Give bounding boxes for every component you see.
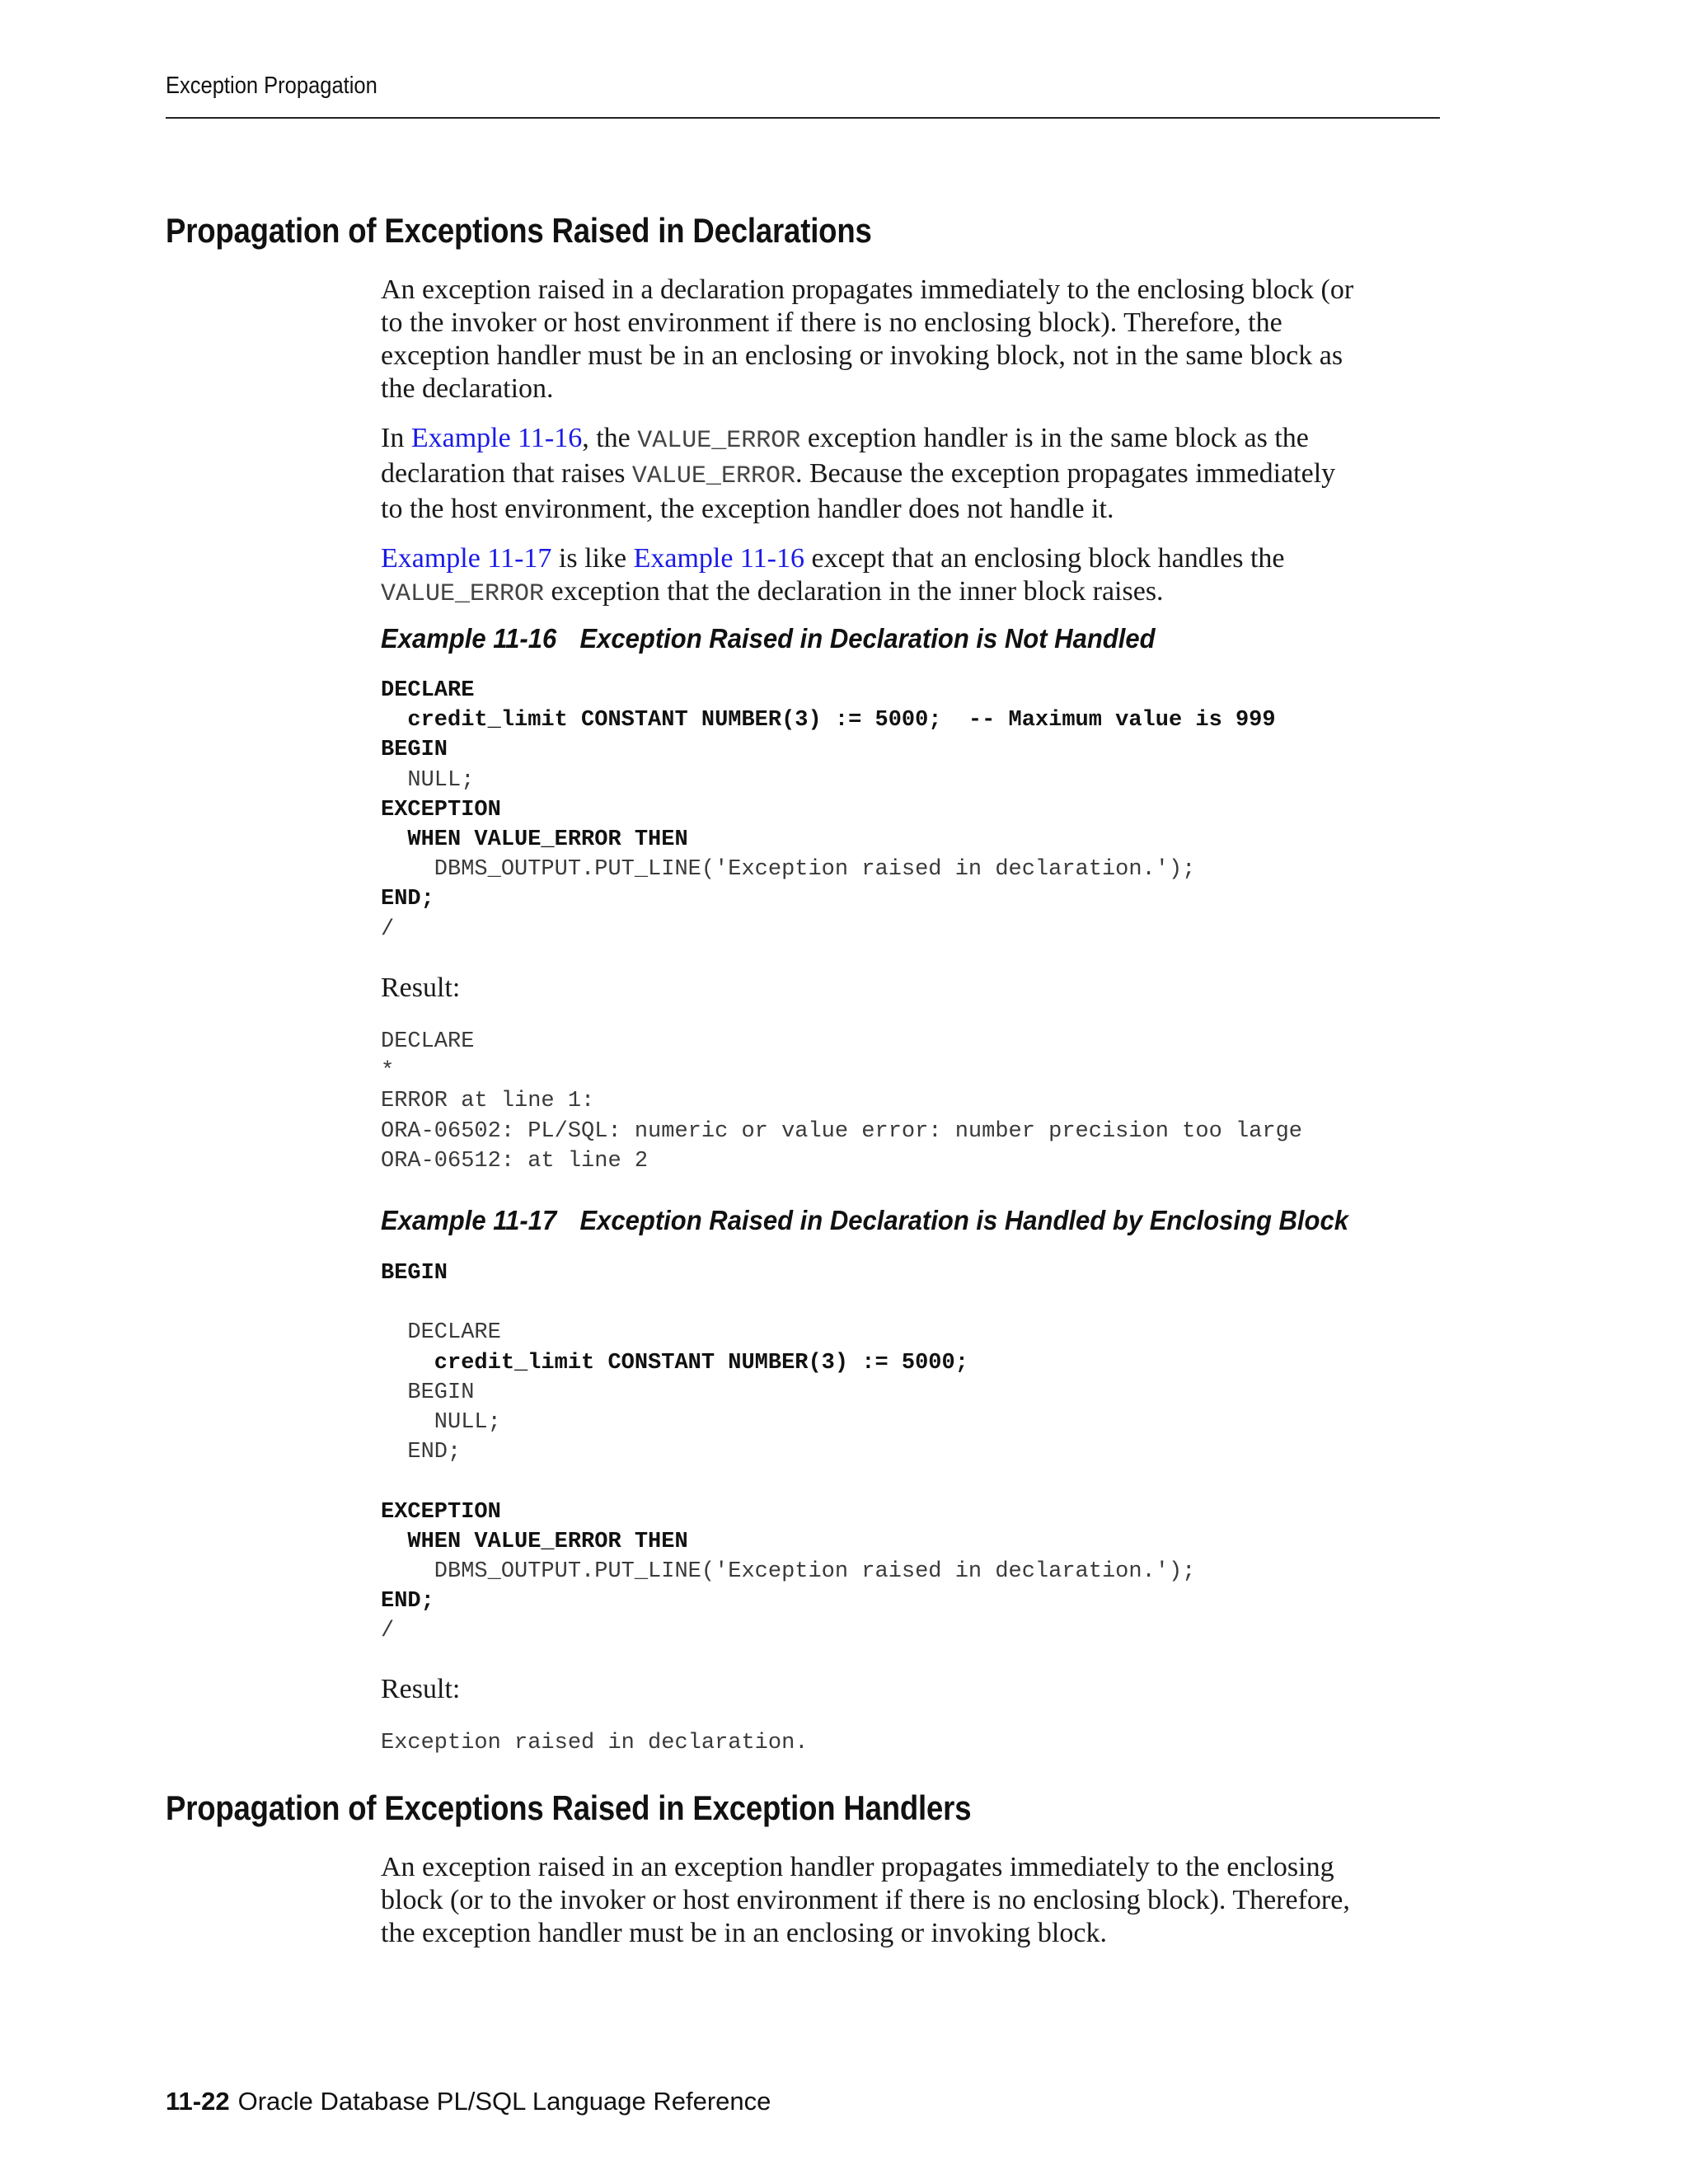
link-example-11-17[interactable]: Example 11-17 [381, 543, 552, 574]
output-line: DECLARE [381, 1029, 475, 1054]
code-line: END; [381, 887, 434, 912]
link-example-11-16[interactable]: Example 11-16 [633, 543, 804, 574]
text-line: An exception raised in a declaration propagates immediately to the enclosing block (or [381, 274, 1354, 305]
text: is like [551, 543, 634, 574]
text: declaration that raises [381, 458, 632, 489]
code-line: EXCEPTION [381, 1499, 501, 1525]
paragraph-declaration-propagation [381, 274, 1444, 405]
code-block-example-16 [381, 676, 1276, 944]
section-heading-declarations: Propagation of Exceptions Raised in Declarations [166, 211, 872, 250]
text-line: to the invoker or host environment if there is no enclosing block). Therefore, the [381, 307, 1282, 338]
code-line: DECLARE [381, 678, 475, 703]
paragraph-example-17-intro [381, 542, 1444, 611]
output-line: ORA-06502: PL/SQL: numeric or value error: number precision too large [381, 1118, 1302, 1144]
code-line: NULL; [381, 767, 475, 793]
text: exception that the declaration in the inner block raises. [544, 576, 1164, 607]
section-heading-exception-handlers: Propagation of Exceptions Raised in Exception Handlers [166, 1788, 972, 1827]
page-number: 11-22 [166, 2087, 230, 2116]
code-line: EXCEPTION [381, 797, 501, 823]
text-line: to the host environment, the exception handler does not handle it. [381, 494, 1114, 524]
result-label: Result: [381, 1674, 461, 1704]
result-output-example-16 [381, 1027, 1302, 1176]
header-rule [166, 117, 1440, 119]
text: In [381, 423, 411, 453]
code-line: DECLARE [381, 1320, 501, 1346]
code-line: DBMS_OUTPUT.PUT_LINE('Exception raised in declaration.'); [381, 1559, 1196, 1585]
code-block-example-17 [381, 1258, 1195, 1647]
example-number: Example 11-16 [381, 623, 557, 654]
output-line: * [381, 1059, 395, 1085]
text-line: the exception handler must be in an enclosing or invoking block. [381, 1918, 1107, 1948]
inline-code: VALUE_ERROR [631, 462, 795, 490]
result-output-example-17 [381, 1728, 808, 1758]
text-line: exception handler must be in an enclosing or invoking block, not in the same block as [381, 340, 1343, 371]
code-line: DBMS_OUTPUT.PUT_LINE('Exception raised in declaration.'); [381, 857, 1196, 883]
text-line: block (or to the invoker or host environment if there is no enclosing block). Therefore, [381, 1885, 1350, 1915]
example-17-title [381, 1205, 1348, 1236]
code-line: credit_limit CONSTANT NUMBER(3) := 5000; -- Maximum value is 999 [381, 708, 1276, 733]
text: , the [582, 423, 638, 453]
text-line: An exception raised in an exception handler propagates immediately to the enclosing [381, 1852, 1334, 1882]
text: . Because the exception propagates immediately [795, 458, 1336, 489]
code-line: BEGIN [381, 1261, 448, 1286]
text: exception handler is in the same block as the [800, 423, 1309, 453]
code-line: WHEN VALUE_ERROR THEN [381, 1529, 688, 1554]
output-line: ORA-06512: at line 2 [381, 1148, 649, 1174]
code-line: / [381, 1619, 395, 1644]
section1-body [381, 274, 1444, 611]
code-line: WHEN VALUE_ERROR THEN [381, 827, 688, 853]
output-line: Exception raised in declaration. [381, 1731, 809, 1755]
example-number: Example 11-17 [381, 1205, 557, 1235]
code-line: / [381, 916, 395, 942]
inline-code: VALUE_ERROR [381, 580, 545, 608]
code-line: BEGIN [381, 738, 448, 763]
output-line: ERROR at line 1: [381, 1089, 595, 1114]
code-line: END; [381, 1589, 434, 1615]
code-line: NULL; [381, 1410, 501, 1436]
book-title: Oracle Database PL/SQL Language Reference [237, 2087, 771, 2116]
inline-code: VALUE_ERROR [637, 427, 801, 455]
code-line: credit_limit CONSTANT NUMBER(3) := 5000; [381, 1350, 968, 1376]
page-footer [166, 2087, 771, 2116]
text-line: the declaration. [381, 373, 554, 404]
section2-body [381, 1851, 1444, 1950]
text: except that an enclosing block handles the [804, 543, 1285, 574]
example-caption: Exception Raised in Declaration is Handled by Enclosing Block [579, 1205, 1349, 1235]
result-label: Result: [381, 972, 461, 1003]
paragraph-handler-propagation [381, 1851, 1444, 1950]
link-example-11-16[interactable]: Example 11-16 [410, 423, 583, 453]
example-caption: Exception Raised in Declaration is Not Handled [579, 623, 1156, 654]
running-header: Exception Propagation [166, 73, 377, 99]
example-16-title [381, 623, 1156, 654]
code-line: END; [381, 1440, 462, 1465]
paragraph-example-16-intro [381, 422, 1444, 526]
code-line: BEGIN [381, 1380, 475, 1405]
